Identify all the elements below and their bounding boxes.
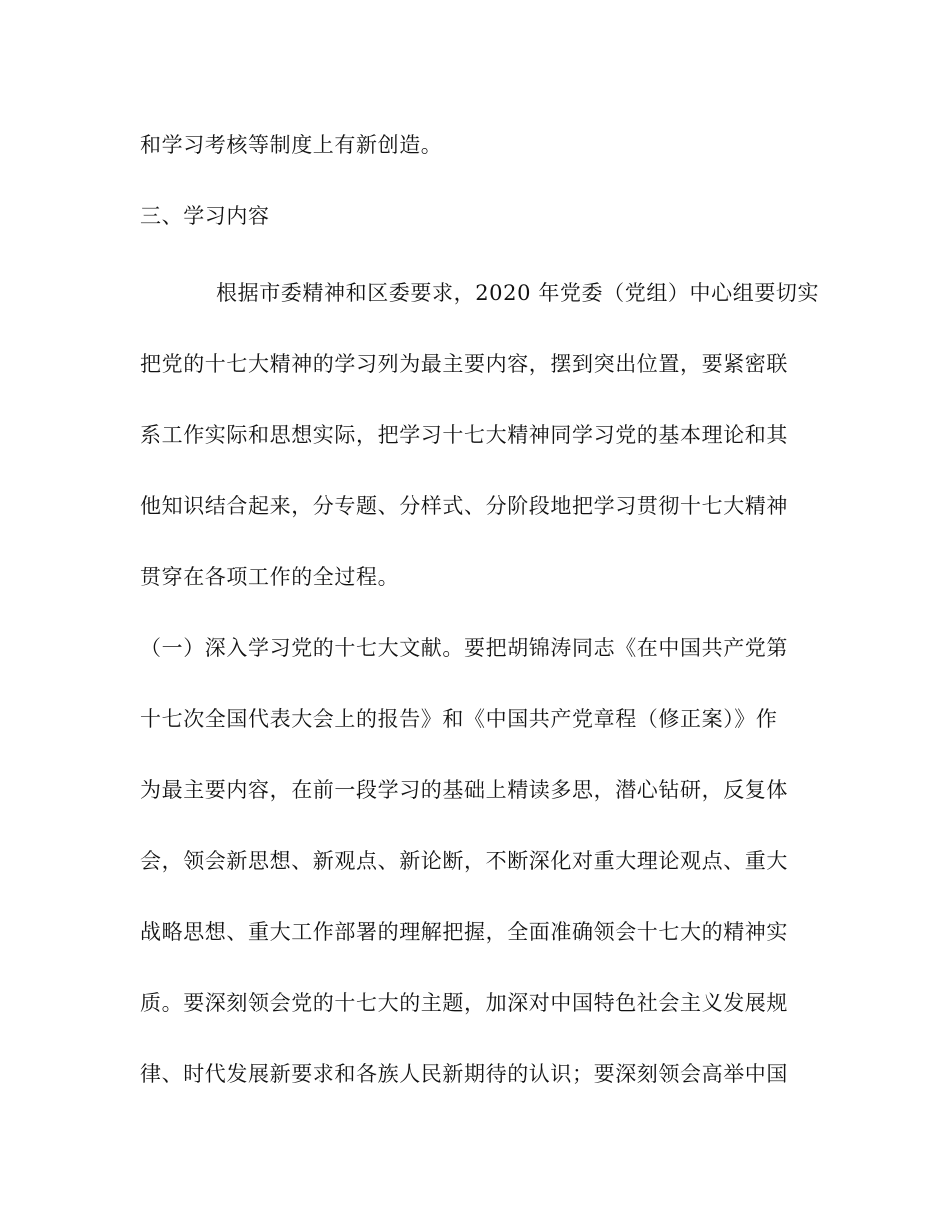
paragraph-line-1: 和学习考核等制度上有新创造。 xyxy=(140,133,443,157)
paragraph-line-6: 他知识结合起来，分专题、分样式、分阶段地把学习贯彻十七大精神 xyxy=(140,494,788,518)
paragraph-line-4: 把党的十七大精神的学习列为最主要内容，摆到突出位置，要紧密联 xyxy=(140,352,788,376)
paragraph-line-13: 质。要深刻领会党的十七大的主题，加深对中国特色社会主义发展规 xyxy=(140,991,788,1015)
paragraph-line-5: 系工作实际和思想实际，把学习十七大精神同学习党的基本理论和其 xyxy=(140,423,788,447)
paragraph-line-8: （一）深入学习党的十七大文献。要把胡锦涛同志《在中国共产党第 xyxy=(140,636,788,660)
section-heading: 三、学习内容 xyxy=(140,204,270,228)
paragraph-line-12: 战略思想、重大工作部署的理解把握，全面准确领会十七大的精神实 xyxy=(140,920,788,944)
paragraph-line-3: 根据市委精神和区委要求，2020 年党委（党组）中心组要切实 xyxy=(216,281,820,305)
paragraph-line-9: 十七次全国代表大会上的报告》和《中国共产党章程（修正案）》作 xyxy=(140,707,778,731)
paragraph-line-7: 贯穿在各项工作的全过程。 xyxy=(140,565,400,589)
paragraph-line-14: 律、时代发展新要求和各族人民新期待的认识；要深刻领会高举中国 xyxy=(140,1062,788,1086)
paragraph-line-10: 为最主要内容，在前一段学习的基础上精读多思，潜心钻研，反复体 xyxy=(140,778,788,802)
paragraph-line-11: 会，领会新思想、新观点、新论断，不断深化对重大理论观点、重大 xyxy=(140,849,788,873)
